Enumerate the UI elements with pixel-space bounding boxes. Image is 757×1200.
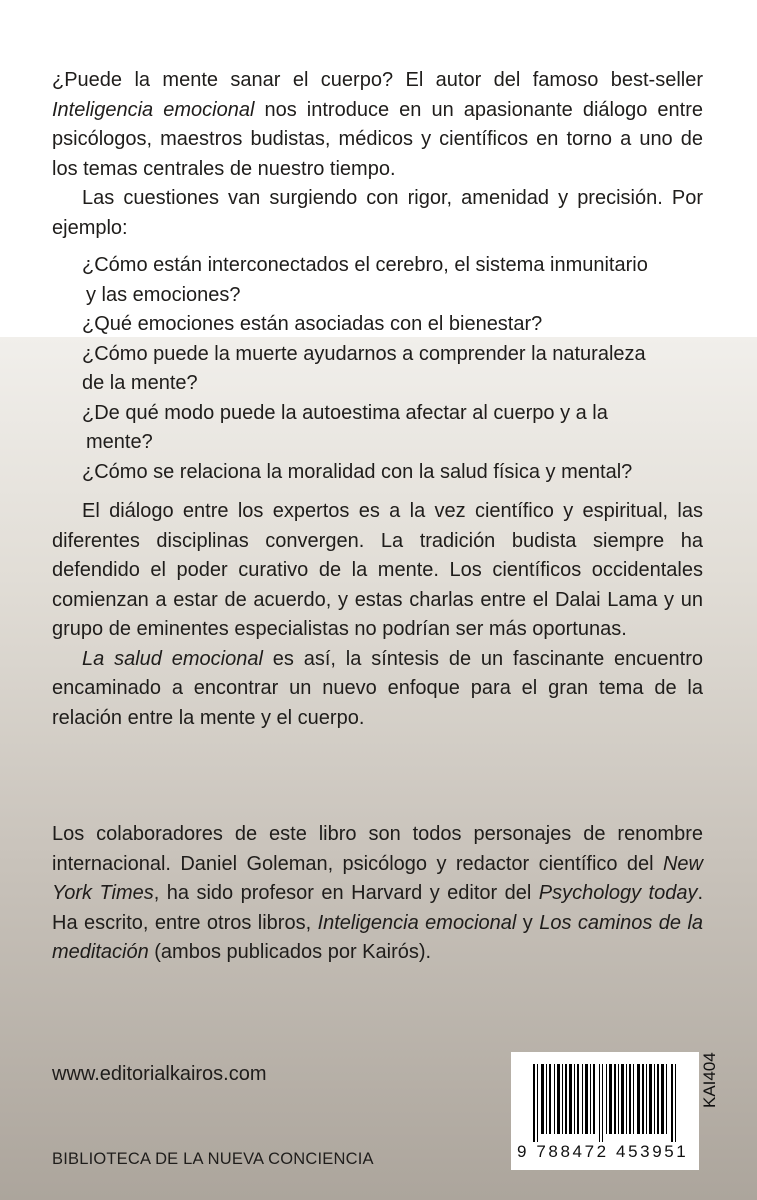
author-bio (52, 820, 703, 968)
book-title-italic: La salud emocional (82, 647, 263, 670)
barcode-image (533, 1064, 679, 1142)
collection-name: BIBLIOTECA DE LA NUEVA CONCIENCIA (52, 1150, 374, 1168)
book-title-italic: Inteligencia emocional (52, 98, 255, 121)
list-item: ¿Cómo se relaciona la moralidad con la salud física y mental? (82, 460, 633, 483)
synthesis-paragraph: La salud emocional es así, la síntesis de un fascinante encuentro encaminado a encontrar un nuevo enfoque para el gran tema de la relación entre la mente y el cuerpo. (52, 647, 703, 729)
dialogue-paragraph: El diálogo entre los expertos es a la vez científico y espiritual, las diferentes disciplinas convergen. La tradición budista siempre ha defendido el poder curativo de la mente. Los científicos occidentales comienzan a estar de acuerdo, y estas charlas entre el Dalai Lama y un grupo de eminentes especialistas no podrían ser más oportunas. (52, 500, 703, 640)
list-item: ¿De qué modo puede la autoestima afectar al cuerpo y a la mente? (82, 401, 608, 453)
publisher-website[interactable]: www.editorialkairos.com (52, 1063, 267, 1085)
list-item: ¿Qué emociones están asociadas con el bienestar? (82, 313, 543, 335)
lead-paragraph: Las cuestiones van surgiendo con rigor, amenidad y precisión. Por ejemplo: (52, 187, 703, 239)
intro-paragraph: ¿Puede la mente sanar el cuerpo? El autor del famoso best-seller Inteligencia emocional nos introduce en un apasionante diálogo entre psicólogos, maestros budistas, médicos y científicos en torno a uno de los temas centrales de nuestro tiempo. (52, 69, 703, 180)
product-code: KAI404 (700, 1052, 719, 1108)
barcode-panel (511, 1052, 699, 1170)
back-cover-text (52, 66, 703, 733)
list-item: ¿Cómo están interconectados el cerebro, el sistema inmunitario y las emociones? (82, 254, 648, 306)
question-list (52, 251, 703, 487)
list-item: ¿Cómo puede la muerte ayudarnos a comprender la naturaleza de la mente? (82, 342, 646, 394)
bio-paragraph: Los colaboradores de este libro son todos personajes de renombre internacional. Daniel Goleman, psicólogo y redactor científico del New York Times, ha sido profesor en Harvard y editor del Psychology today. Ha escrito, entre otros libros, Inteligencia emocional y Los caminos de la meditación (ambos publicados por Kairós). (52, 823, 704, 963)
isbn-number: 9 788472 453951 (517, 1142, 689, 1161)
